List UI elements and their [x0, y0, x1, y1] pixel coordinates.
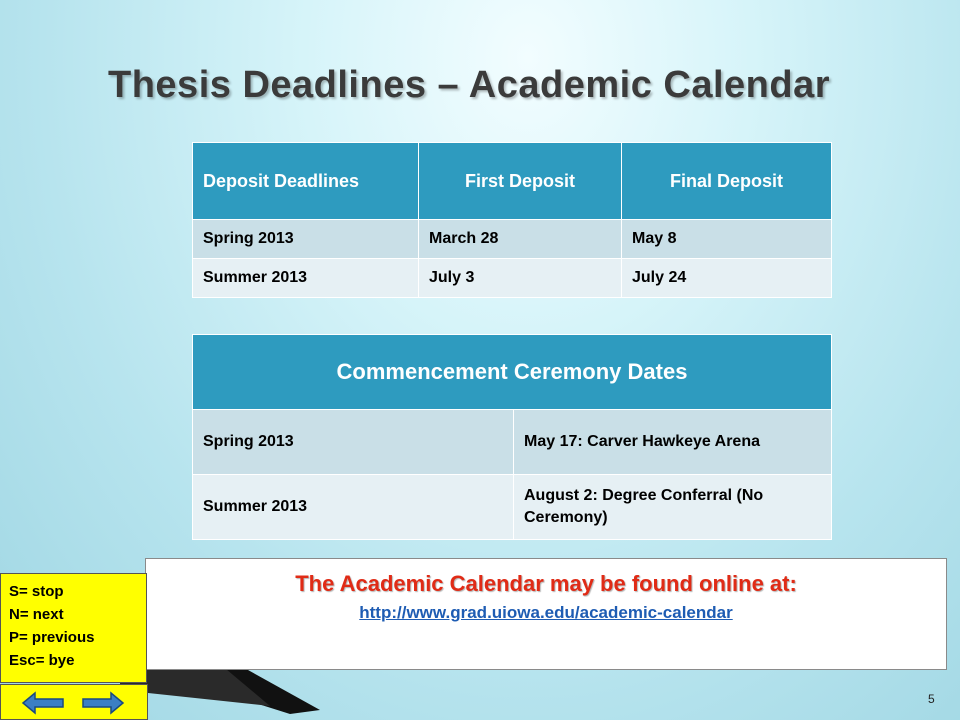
table-cell: July 24	[622, 259, 832, 298]
shortcut-next: N= next	[9, 606, 64, 623]
banner-heading: The Academic Calendar may be found online at:	[295, 571, 797, 596]
table-cell: Spring 2013	[193, 220, 419, 259]
table-cell: July 3	[419, 259, 622, 298]
column-header: Deposit Deadlines	[193, 143, 419, 220]
slide-title: Thesis Deadlines – Academic Calendar	[108, 64, 831, 106]
arrow-right-icon[interactable]	[81, 691, 125, 715]
table-cell: May 8	[622, 220, 832, 259]
navigation-bar	[0, 684, 148, 720]
shortcut-previous: P= previous	[9, 629, 95, 646]
calendar-link-banner	[145, 558, 947, 670]
table-title: Commencement Ceremony Dates	[193, 335, 832, 410]
commencement-table	[192, 334, 832, 540]
column-header: Final Deposit	[622, 143, 832, 220]
table-row	[193, 410, 832, 475]
table-cell: May 17: Carver Hawkeye Arena	[514, 410, 832, 475]
table-header-row	[193, 335, 832, 410]
academic-calendar-link[interactable]: http://www.grad.uiowa.edu/academic-calendar	[359, 603, 733, 622]
table-row	[193, 259, 832, 298]
shortcut-stop: S= stop	[9, 583, 64, 600]
table-cell: Spring 2013	[193, 410, 514, 475]
table-row	[193, 475, 832, 540]
table-cell: Summer 2013	[193, 475, 514, 540]
arrow-left-icon[interactable]	[21, 691, 65, 715]
table-cell: Summer 2013	[193, 259, 419, 298]
shortcut-exit: Esc= bye	[9, 652, 75, 669]
table-cell: August 2: Degree Conferral (No Ceremony)	[514, 475, 832, 540]
column-header: First Deposit	[419, 143, 622, 220]
table-row	[193, 220, 832, 259]
table-cell: March 28	[419, 220, 622, 259]
table-header-row	[193, 143, 832, 220]
deposit-deadlines-table	[192, 142, 832, 298]
page-number: 5	[928, 692, 935, 706]
keyboard-shortcuts-panel	[0, 573, 147, 683]
